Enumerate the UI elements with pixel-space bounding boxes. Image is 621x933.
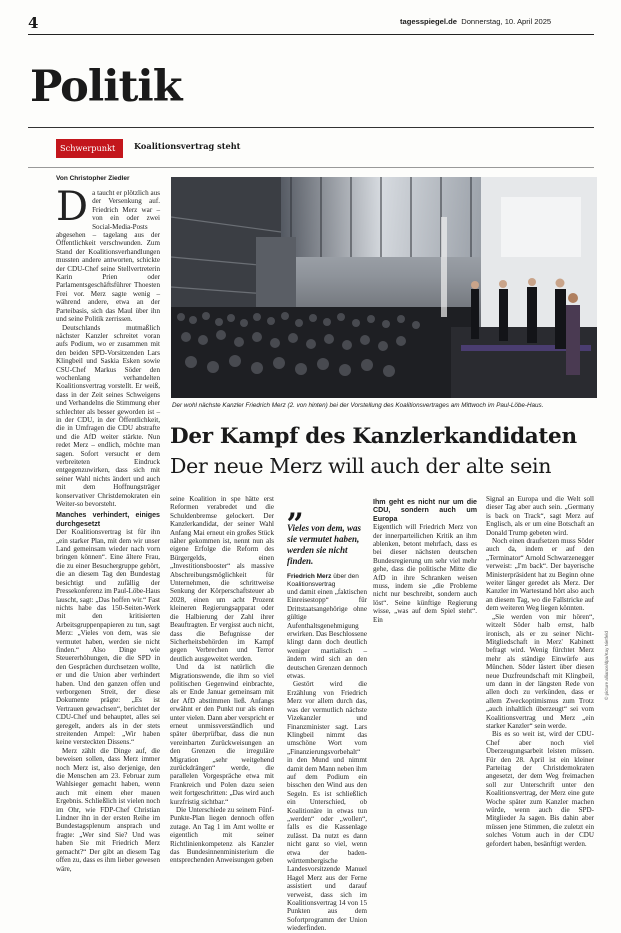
- subheadline: Der neue Merz will auch der alte sein: [170, 454, 552, 478]
- paragraph: Die Unterschiede zu seinem Fünf-Punkte-Plan liegen dennoch offen zutage. An Tag 1 im Amt wollte er eigentlich mit seiner Richtlinienkompetenz als Kanzler das Bundesinnenministerium die entsprechenden Anweisungen geben: [170, 806, 274, 865]
- paragraph: Signal an Europa und die Welt soll dieser Tag aber auch sein. „Germany is back on Track“, sagt Merz auf Englisch, als er um eine Botschaft an Donald Trump gebeten wird.: [486, 495, 594, 537]
- paragraph: Deutschlands mutmaßlich nächster Kanzler schreitet voran aufs Podium, wo er zusammen mit den beiden SPD-Vorsitzenden Lars Klingbeil und Saskia Esken sowie CSU-Chef Markus Söder den wochenlang verhandelten Koalitionsvertrag vorstellt. Er weiß, dass in der Zeit seines Schweigens und Verhandelns die Stimmung eher schlechter als besser geworden ist – in der CDU, in der Öffentlichkeit, die in Umfragen die CDU abstrafte und die AfD weiter stärkte. Nun redet Merz – endlich, möchte man sagen. Sofort versucht er dem verbreiteten Eindruck entgegenzuwirken, dass sich mit seiner Wahl nichts ändert und auch mit dem Hoffnungsträger konservativer Christdemokraten ein Weiter-so bevorsteht.: [56, 323, 160, 509]
- article-column-4: [373, 495, 477, 865]
- page-number: 4: [28, 14, 39, 32]
- paragraph: Merz zählt die Dinge auf, die beweisen sollen, dass Merz immer noch Merz ist, also derjenige, den die Menschen am 23. Februar zum Wahlsieger gemacht haben, wenn auch mit einem eher mauen Ergebnis. Schließlich ist vielen noch im Ohr, wie FDP-Chef Christian Lindner ihn in der ersten Reihe im Bundestagsplenum ansprach und fragte: „Wer sind Sie? Und was haben Sie mit Friedrich Merz gemacht?“ Der gibt an diesem Tag offen zu, dass es ihm lieber gewesen wäre,: [56, 746, 160, 873]
- lead-paragraph: a taucht er plötzlich aus der Versenkung auf. Friedrich Merz war – von ein oder zwei Social-Media-Posts abgesehen – tagelang aus der Öffentlichkeit verschwunden. Zum Stand der Koalitionsverhandlungen mussten andere antworten, schickte der CDU-Chef seine Stellvertreterin Karin Prien oder Parlamentsgeschäftsführer Thoesten Frei vor. Merz sagte wenig – während andere, etwa an der Parteibasis, sich das Maul über ihn und seine Politik zerrissen.: [56, 189, 160, 324]
- section-title: Politik: [30, 62, 182, 112]
- paragraph: Bis es so weit ist, wird der CDU-Chef aber noch viel Überzeugungsarbeit leisten müssen. Für den 28. April ist ein kleiner Parteitag der Christdemokraten angesetzt, der dem Weg freimachen soll zur Unterschrift unter den Koalitionsvertrag, der Merz eine gute Woche später zum Kanzler machen würde, wenn auch die SPD-Mitglieder Ja sagen. Bis dahin aber müssen jene Stimmen, die zuletzt ein solches Votum auch in der CDU gefordert haben, besänftigt werden.: [486, 730, 594, 848]
- topic-label: Koalitionsvertrag steht: [134, 141, 241, 151]
- topic-rule: [28, 167, 594, 168]
- photo-credit: © picture alliance/dpa/Kay Nietfeld: [604, 631, 609, 700]
- subheading: Ihm geht es nicht nur um die CDU, sondern auch um Europa: [373, 498, 477, 523]
- article-column-2: [170, 495, 274, 865]
- article-column-3: [287, 588, 367, 933]
- paragraph: seine Koalition in spe hätte erst Reformen verabredet und die Schuldenbremse gelockert. Der Kanzlerkandidat, der seiner Wahl Anfang Mai erneut ein großes Stück näher gekommen ist, nennt nun als eigene Erfolge die Reform des Bürgergelds, einen „Investitionsbooster“ als massive Abschreibungsmöglichkeit für Unternehmen, die schrittweise Senkung der Körperschaftsteuer ab 2028, einen um acht Prozent kleineren Regierungsapparat oder die Halbierung der Zahl ihrer Beauftragten. Er vergisst auch nicht, dass die Befugnisse der Sicherheitsbehörden im Kampf gegen Verbrechen und Terror deutlich ausgeweitet werden.: [170, 495, 274, 663]
- issue-date: Donnerstag, 10. April 2025: [461, 17, 552, 26]
- quote-source: [287, 573, 367, 589]
- photo-caption: Der wohl nächste Kanzler Friedrich Merz (2. von hinten) bei der Vorstellung des Koalitionsvertrages am Mittwoch im Paul-Löbe-Haus.: [172, 402, 544, 409]
- paragraph: Und da ist natürlich die Migrationswende, die ihm so viel politischen Gegenwind einbrachte, als er Ende Januar gemeinsam mit der AfD abstimmen ließ. Anfangs erwähnt er den Punkt nur als einen unter vielen. Dann aber verspricht er erneut unmissverständlich und später überprüfbar, dass die nun vereinbarten Zurückweisungen an den Grenzen die irreguläre Migration „sehr weitgehend zurückdrängen“ werde, die parallelen Vorgespräche etwa mit Frankreich und Polen dazu seien weit fortgeschritten: „Das wird auch kurzfristig sichtbar.“: [170, 663, 274, 806]
- publication-name[interactable]: tagesspiegel.de: [400, 17, 457, 26]
- dropcap: D: [56, 184, 89, 230]
- top-rule: [28, 34, 594, 35]
- subheading: Manches verhindert, einiges durchgesetzt: [56, 511, 160, 528]
- author-byline: Von Christopher Ziedler: [56, 175, 130, 182]
- press-conference-photo[interactable]: [171, 177, 597, 398]
- paragraph: Der Koalitionsvertrag ist für ihn „ein starker Plan, mit dem wir unser Land gemeinsam wieder nach vorn bringen können“. Eine ältere Frau, die zu einer Besuchergruppe gehört, die an diesem Tag den Bundestag besichtigt und zufällig der Pressekonferenz im Paul-Löbe-Haus lauscht, sagt: „Das hoffen wir.“ Fast nichts habe das 150-Seiten-Werk mit den kritisierten Arbeitsgruppenpapieren zu tun, sagt Merz: „Vieles von dem, was sie vermutet haben, werden sie nicht finden.“ Also Dinge wie Steuererhöhungen, die die SPD in den Gesprächen durchsetzen wollte, er und die Union aber verhindert haben. Und den ganzen offen und verborgenen Streit, der diese Dokumente prägte: „Es ist Vertrauen gewachsen“, berichtet der CDU-Chef und behauptet, alles sei geregelt, anders als in der stets streitenden Ampel: „Wir haben keine versteckten Dissens.“: [56, 528, 161, 747]
- masthead-line: [400, 17, 551, 26]
- quote-mark-icon: „: [287, 490, 305, 525]
- pull-quote: [287, 490, 367, 589]
- quote-text: Vieles von dem, was sie vermutet haben, werden sie nicht finden.: [287, 523, 361, 566]
- paragraph: Gestört wird die Erzählung von Friedrich Merz vor allem durch das, was der vermutlich nächste Vizekanzler und Finanzminister sagt. Lars Klingbeil nimmt das umschöne Wort vom „Finanzierungsvorbehalt“ in den Mund und nimmt damit dem Mann neben ihm auf dem Podium ein bisschen den Wind aus den Segeln. Es ist schließlich ein Unterschied, ob Koalitionäre in etwas tun „werden“ oder „wollen“, falls es die Kassenlage zulässt. Da nutzt es dann nicht ganz so viel, wenn etwa der baden-württembergische Landesvorsitzende Manuel Hagel Merz aus der Ferne assistiert und darauf verweist, dass sich im Koalitionsvertrag 14 von 15 Punkten aus dem Sofortprogramm der Union wiederfinden.: [287, 680, 367, 933]
- paragraph: und damit einen „faktischen Einreisestopp“ für Drittstaatsangehörige ohne gültige Aufenthaltsgenehmigung erwirken. Das Beschlossene klingt dann doch deutlich weniger martialisch – ändern wird sich an den deutschen Grenzen dennoch etwas.: [287, 588, 367, 681]
- article-column-5: [486, 495, 594, 865]
- quote-author: Friedrich Merz: [287, 573, 332, 580]
- headline: Der Kampf des Kanzlerkandidaten: [170, 424, 577, 449]
- section-rule: [28, 127, 594, 128]
- paragraph: „Sie werden von mir hören“, witzelt Söder halb ernst, halb ironisch, als er zu seiner Nicht-Mitgliedschaft in Merz' Kabinett befragt wird. Wenig fürchtet Merz mehr als ständige Einwürfe aus München. Söder lästert über diesen neue Duzfreundschaft mit Klingbeil, um dann in der längsten Rede von allen doch zu verkünden, dass er allem Zweckoptimismus zum Trotz „auch inhaltlich überzeugt“ sei vom Koalitionsvertrag und Merz „ein starker Kanzler“ sein werde.: [486, 612, 594, 730]
- paragraph: Eigentlich will Friedrich Merz von der innerparteilichen Kritik an ihm ablenken, betont mehrfach, dass es bei dieser nächsten deutschen Bundesregierung um sehr viel mehr gehe, dass die politische Mitte die AfD in ihre Schranken weisen muss, indem sie „die Probleme nicht nur beschreibt, sondern auch löst“. Seine künftige Regierung wisse, „was auf dem Spiel steht“. Ein: [373, 523, 477, 624]
- focus-tag: Schwerpunkt: [56, 139, 123, 158]
- article-column-1: [56, 184, 161, 873]
- quote-context: über den Koalitionsvertrag: [287, 573, 359, 588]
- paragraph: Noch einen draufsetzen muss Söder auch da, indem er auf den „Terminator“ Arnold Schwarzenegger verweist: „I'm back“. Der bayerische Ministerpräsident hat zu Beginn ohne weiter länger geredet als Merz. Der Kanzler im Wartestand hört also auch an diesem Tag, wo die Fallstricke auf dem weiteren Weg liegen könnten.: [486, 537, 594, 613]
